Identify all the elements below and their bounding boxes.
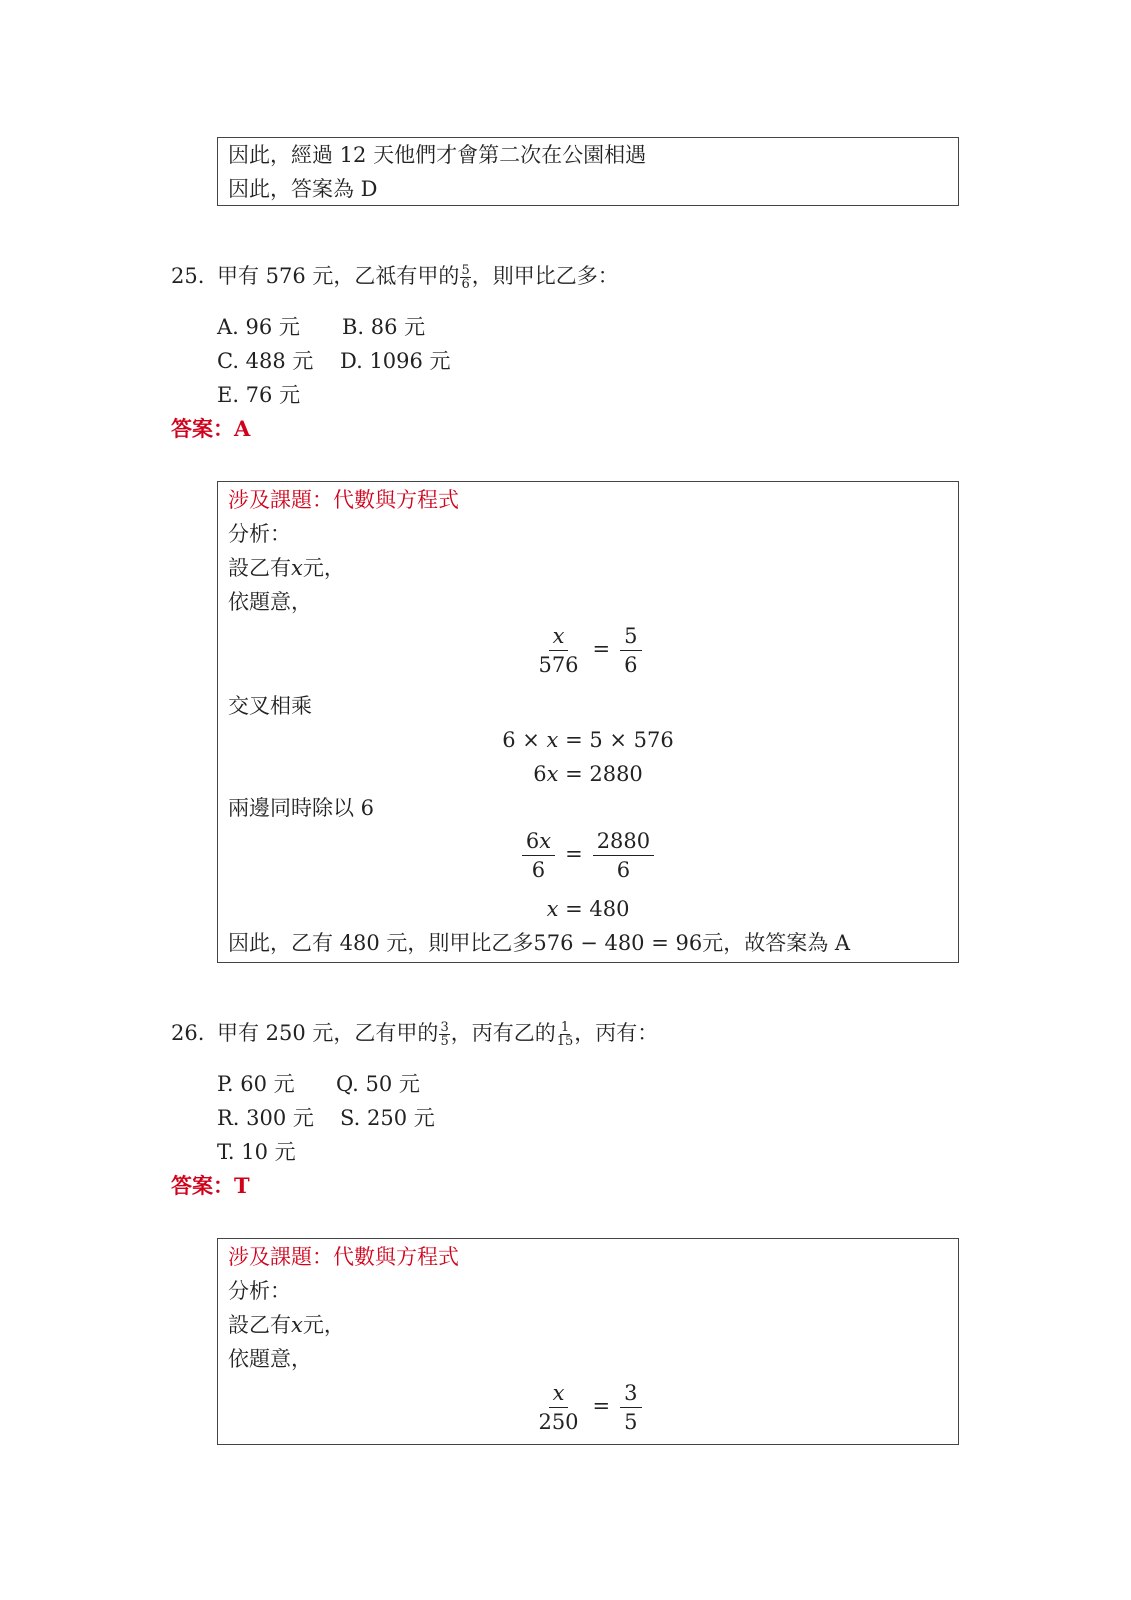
question-26-fraction-1: [439, 1021, 449, 1048]
question-26-answer: 答案：T: [171, 1173, 250, 1198]
solution-26-let: 設乙有𝑥元，: [228, 1313, 345, 1337]
question-26-stem-part2: ，丙有乙的: [450, 1021, 556, 1045]
question-26-option-s: S. 250 元: [340, 1106, 435, 1130]
question-26-option-r: R. 300 元: [217, 1106, 314, 1130]
question-25-fraction-den: 6: [461, 277, 470, 292]
previous-solution-line-2: 因此，答案為 D: [228, 177, 378, 201]
question-26-fraction-2-num: 1: [560, 1020, 570, 1035]
solution-25-analysis-label: 分析：: [228, 522, 291, 546]
question-25-fraction: [460, 264, 470, 291]
solution-26-by-question: 依題意，: [228, 1347, 312, 1371]
equation-1-left-den: 576: [538, 653, 579, 677]
solution-25-let: 設乙有𝑥元，: [228, 556, 345, 580]
question-25-option-b: B. 86 元: [342, 315, 426, 339]
question-26-number: 26.: [171, 1021, 205, 1045]
sol26-equation-left-den: 250: [538, 1410, 579, 1434]
equation-4-left-den: 6: [531, 858, 546, 882]
question-25-option-d: D. 1096 元: [340, 349, 451, 373]
sol26-equation-left-num: 𝑥: [549, 1379, 569, 1408]
previous-solution-line-1: 因此，經過 12 天他們才會第二次在公園相遇: [228, 143, 647, 167]
equation-4-left-fraction: [522, 827, 555, 884]
equation-4-left-num: 6𝑥: [522, 827, 555, 856]
equation-4-right-den: 6: [616, 858, 631, 882]
solution-25-by-question: 依題意，: [228, 590, 312, 614]
solution-26-equation-1: [218, 1379, 958, 1436]
question-26-stem-part3: ，丙有：: [574, 1021, 659, 1045]
question-25-option-e: E. 76 元: [217, 383, 301, 407]
question-26-stem-part1: 甲有 250 元，乙有甲的: [217, 1021, 439, 1045]
solution-26-analysis-label: 分析：: [228, 1279, 291, 1303]
sol26-equation-right-den: 5: [624, 1410, 638, 1434]
solution-25-equation-4: [218, 827, 958, 884]
question-25-stem: [217, 261, 619, 291]
solution-25-equation-2: 6 × 𝑥 = 5 × 576: [502, 728, 674, 752]
equals-sign: =: [592, 637, 611, 661]
question-26-option-p: P. 60 元: [217, 1072, 295, 1096]
question-26-fraction-2: [557, 1021, 574, 1048]
sol26-equation-right-fraction: [620, 1379, 641, 1436]
question-25-stem-part2: ，則甲比乙多：: [471, 264, 619, 288]
equals-sign: =: [565, 842, 583, 866]
equation-1-right-den: 6: [624, 653, 638, 677]
equation-4-right-num: 2880: [593, 827, 654, 856]
question-25-number: 25.: [171, 264, 205, 288]
question-25-option-a: A. 96 元: [217, 315, 300, 339]
solution-25-equation-1: [218, 622, 958, 679]
solution-25-equation-3: 6𝑥 = 2880: [533, 762, 643, 786]
question-26-stem: [217, 1018, 658, 1048]
solution-25-equation-5: 𝑥 = 480: [546, 897, 630, 921]
previous-solution-box: [217, 137, 959, 206]
question-25-fraction-num: 5: [461, 263, 470, 278]
equals-sign: =: [592, 1394, 611, 1418]
equation-1-right-num: 5: [620, 622, 641, 651]
sol26-equation-left-fraction: [534, 1379, 582, 1436]
equation-4-right-fraction: [593, 827, 654, 884]
question-25-answer: 答案：A: [171, 416, 251, 441]
question-25-stem-part1: 甲有 576 元，乙祗有甲的: [217, 264, 460, 288]
question-26-fraction-1-den: 5: [440, 1034, 449, 1049]
solution-26-topic: 涉及課題：代數與方程式: [228, 1245, 459, 1269]
solution-26-box: [217, 1238, 959, 1445]
question-26-option-t: T. 10 元: [217, 1140, 296, 1164]
sol26-equation-right-num: 3: [620, 1379, 641, 1408]
question-26-fraction-1-num: 3: [440, 1020, 449, 1035]
equation-1-left-num: 𝑥: [549, 622, 569, 651]
solution-25-cross-multiply: 交叉相乘: [228, 694, 312, 718]
question-26-fraction-2-den: 15: [556, 1034, 574, 1049]
solution-25-conclusion: 因此，乙有 480 元，則甲比乙多576 − 480 = 96元，故答案為 A: [228, 931, 851, 955]
question-26-option-q: Q. 50 元: [336, 1072, 420, 1096]
equation-1-right-fraction: [620, 622, 641, 679]
equation-1-left-fraction: [534, 622, 582, 679]
solution-25-topic: 涉及課題：代數與方程式: [228, 488, 459, 512]
solution-25-divide: 兩邊同時除以 6: [228, 796, 375, 820]
question-25-option-c: C. 488 元: [217, 349, 314, 373]
solution-25-box: [217, 481, 959, 963]
